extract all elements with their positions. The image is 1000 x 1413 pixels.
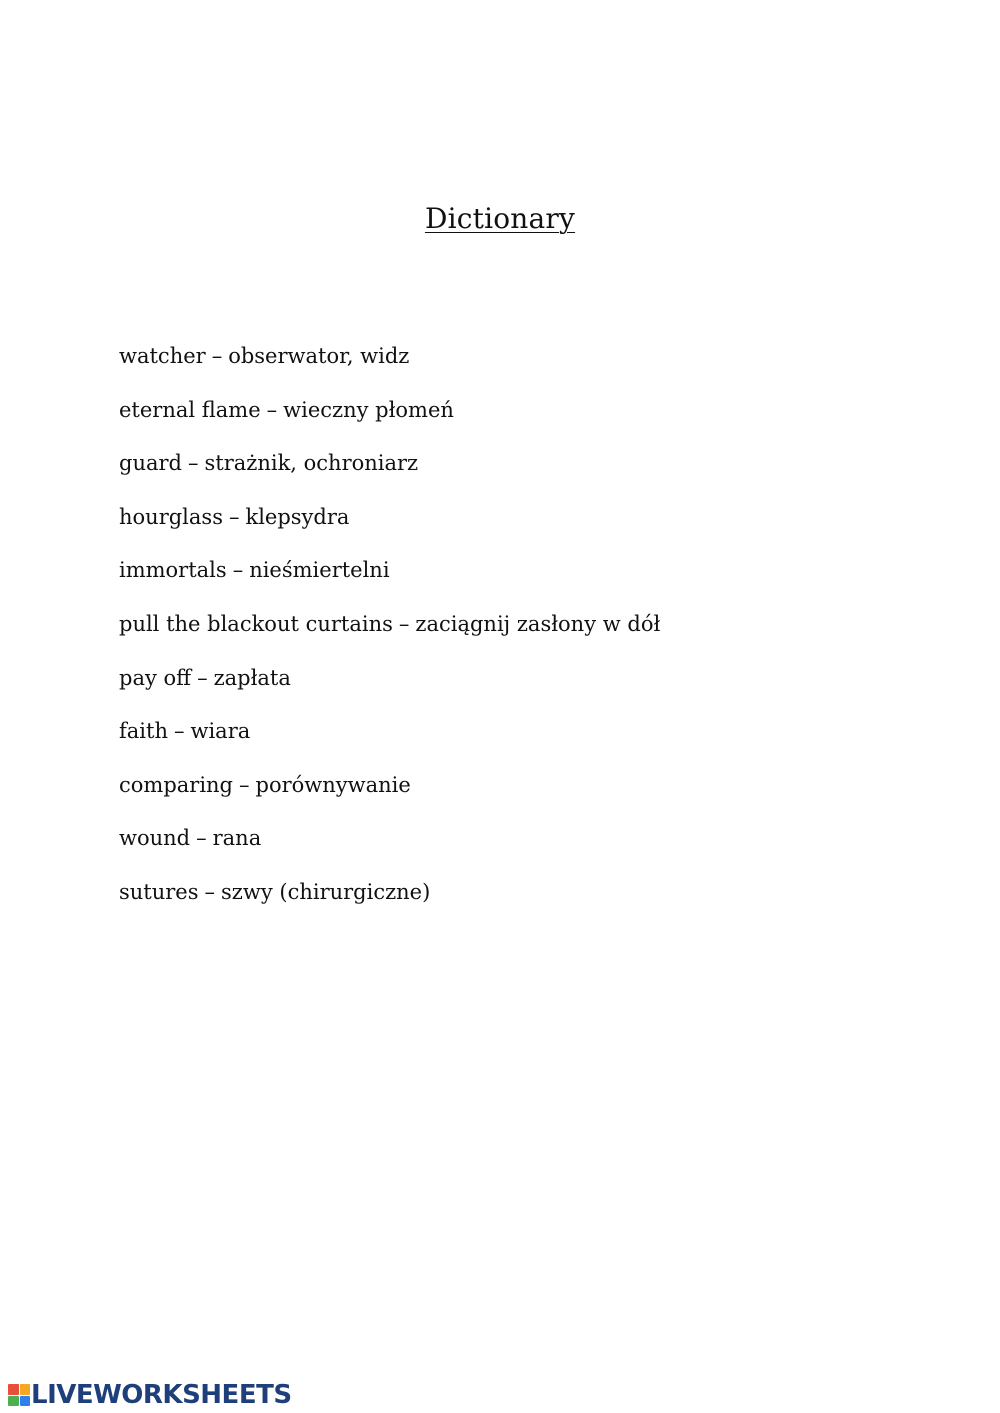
- separator: –: [239, 772, 250, 797]
- separator: –: [211, 344, 223, 368]
- page-title: Dictionary: [424, 202, 576, 235]
- term: eternal flame: [119, 397, 261, 422]
- term: hourglass: [119, 504, 223, 529]
- separator: –: [196, 826, 207, 851]
- term: wound: [119, 826, 191, 851]
- logo-blocks-icon: [8, 1384, 30, 1406]
- list-item: [119, 660, 660, 714]
- list-item: [119, 338, 660, 392]
- list-item: [119, 445, 660, 499]
- term: sutures: [119, 879, 199, 904]
- separator: –: [197, 665, 208, 690]
- list-item: [119, 392, 660, 446]
- separator: –: [173, 719, 185, 744]
- logo-text: LIVEWORKSHEETS: [31, 1380, 292, 1410]
- translation: rana: [212, 826, 262, 851]
- separator: –: [266, 397, 278, 422]
- list-item: [119, 874, 660, 928]
- list-item: [119, 499, 660, 553]
- translation: obserwator, widz: [228, 344, 410, 368]
- logo-block-blue: [20, 1396, 31, 1407]
- translation: szwy (chirurgiczne): [221, 879, 431, 904]
- separator: –: [204, 879, 216, 904]
- logo-block-orange: [20, 1384, 31, 1395]
- translation: klepsydra: [245, 504, 350, 529]
- list-item: [119, 767, 660, 821]
- term: immortals: [119, 558, 227, 583]
- logo-block-red: [8, 1384, 19, 1395]
- translation: zaciągnij zasłony w dół: [415, 611, 661, 636]
- term: pay off: [119, 665, 192, 690]
- translation: strażnik, ochroniarz: [204, 451, 419, 476]
- separator: –: [232, 558, 244, 583]
- list-item: [119, 713, 660, 767]
- liveworksheets-logo[interactable]: [8, 1382, 292, 1408]
- list-item: [119, 552, 660, 606]
- list-item: [119, 820, 660, 874]
- term: pull the blackout curtains: [119, 611, 393, 636]
- translation: porównywanie: [255, 772, 411, 797]
- logo-block-green: [8, 1396, 19, 1407]
- term: watcher: [119, 344, 206, 368]
- separator: –: [228, 504, 240, 529]
- dictionary-list: [119, 338, 660, 928]
- term: guard: [119, 451, 182, 476]
- separator: –: [398, 611, 410, 636]
- translation: wieczny płomeń: [283, 397, 454, 422]
- separator: –: [187, 451, 199, 476]
- translation: zapłata: [213, 665, 291, 690]
- term: comparing: [119, 772, 234, 797]
- translation: wiara: [190, 719, 251, 744]
- translation: nieśmiertelni: [249, 558, 390, 583]
- term: faith: [119, 719, 168, 744]
- list-item: [119, 606, 660, 660]
